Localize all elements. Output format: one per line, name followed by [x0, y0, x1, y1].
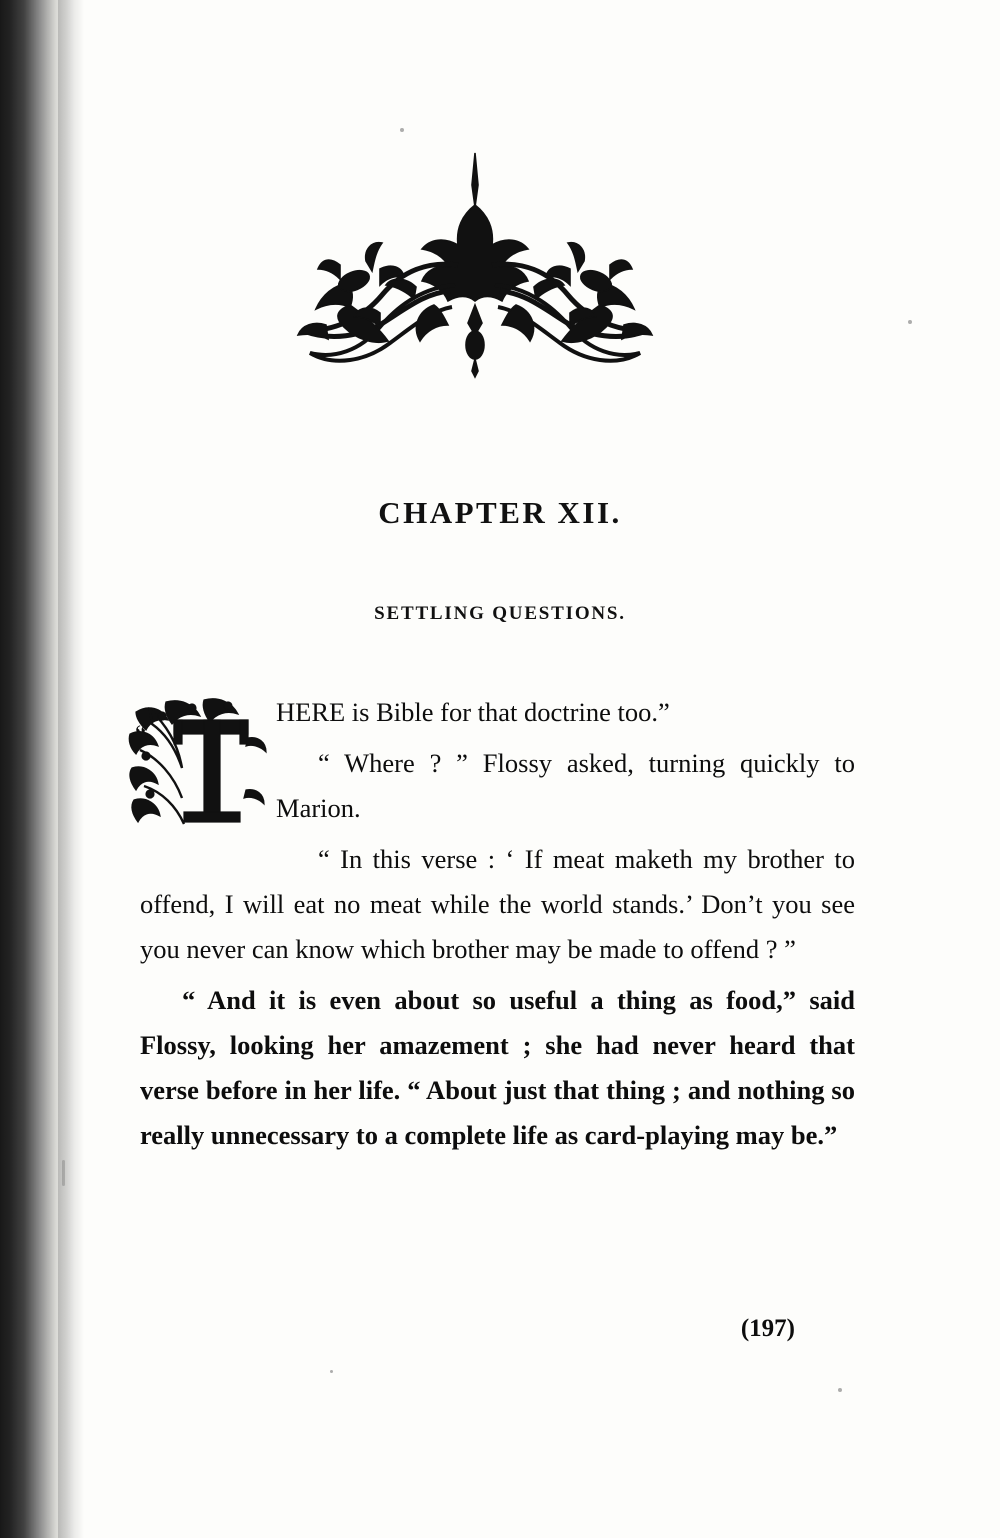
paragraph-3 — [140, 837, 855, 972]
floral-headpiece-ornament — [230, 145, 720, 395]
section-title: SETTLING QUESTIONS. — [374, 603, 626, 624]
page-content — [135, 0, 860, 1538]
body-text — [135, 690, 855, 1164]
opening-quote-mark: “ — [135, 720, 147, 749]
scan-edge-shadow — [0, 0, 74, 1538]
chapter-title: CHAPTER XII. — [378, 495, 622, 530]
scan-speckle — [62, 1160, 65, 1186]
page-number: (197) — [740, 1315, 795, 1342]
paragraph-4-text: “ And it is even about so useful a thing as food,” said Flossy, looking her amazement ; she had never heard that verse before in her life. “ About just that thing ; and nothing so really unnecessary to a complete life as card-playing may be.” — [140, 985, 855, 1150]
paragraph-1 — [135, 690, 855, 749]
scan-speckle — [908, 320, 912, 324]
paragraph-1-text: HERE is Bible for that doctrine too.” — [276, 697, 670, 727]
paragraph-4 — [140, 978, 855, 1158]
paragraph-2-text: “ Where ? ” Flossy asked, turning quickly to Marion. — [276, 748, 855, 823]
paragraph-3-text: “ In this verse : ‘ If meat maketh my brother to offend, I will eat no meat while the world stands.’ Don’t you see you never can know which brother may be made to offend ? ” — [140, 844, 855, 964]
